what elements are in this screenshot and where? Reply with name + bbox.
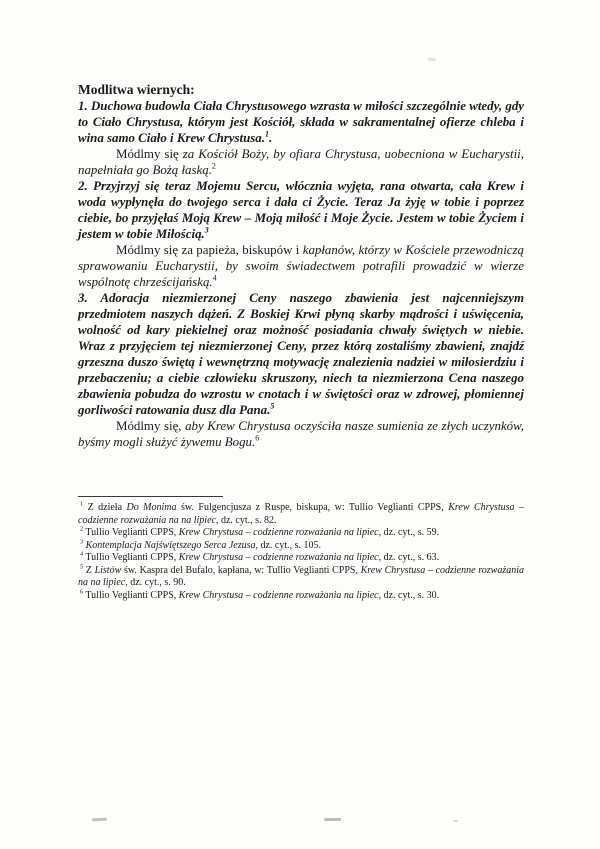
text-segment: dz. cyt., s. 30. xyxy=(381,589,440,601)
text-segment: dz. cyt., s. 63. xyxy=(381,552,440,563)
footnote-marker: 3 xyxy=(204,225,209,235)
text-segment: Krew Chrystusa – codzienne rozważania na lipiec, xyxy=(178,527,382,538)
text-segment: Krew Chrystusa – codzienne rozważania na na lipiec, xyxy=(78,502,524,526)
footnote-separator xyxy=(78,496,223,497)
footnote-3 xyxy=(78,540,524,553)
text-segment: Krew Chrystusa – codzienne rozważania na lipiec, xyxy=(178,552,382,563)
footnote-marker: 5 xyxy=(80,563,84,571)
text-segment: Listów xyxy=(94,564,122,576)
meditation-paragraph-1 xyxy=(78,98,524,146)
meditation-paragraph-2 xyxy=(78,178,524,242)
text-segment: Krew Chrystusa – codzienne rozważania na lipiec, xyxy=(178,589,382,601)
text-segment: aby Krew Chrystusa oczyściła nasze sumienia ze złych uczynków, byśmy mogli służyć żywemu Bogu. xyxy=(78,419,524,449)
text-segment: dz. cyt., s. 59. xyxy=(381,527,440,538)
text-segment: Tullio Veglianti CPPS, xyxy=(83,527,179,538)
text-segment: za Kościół Boży, by ofiara Chrystusa, uobecniona w Eucharystii, napełniała go Bożą łaską. xyxy=(78,147,524,177)
scan-smudge xyxy=(453,820,458,822)
footnote-marker: 5 xyxy=(270,401,275,411)
prayer-response-1 xyxy=(78,146,524,178)
footnote-marker: 3 xyxy=(80,538,84,546)
text-segment: 3. Adoracja niezmierzonej Ceny naszego zbawienia jest najcenniejszym przedmiotem naszych dążeń. Z Boskiej Krwi płyną skarby mądrości i uświęcenia, wolność od kary piekielnej oraz możność posiadania chwały świętych w niebie. Wraz z przyjęciem tej niezmierzonej Ceny, przez którą zostaliśmy zbawieni, znajdź grzeszna duszo świętą i wewnętrzną motywację znalezienia nadziei w miłosierdziu i przebaczeniu; a ciebie człowieku skruszony, niech ta niezmierzona Cena naszego zbawienia pobudza do wzrostu w cnotach i w świętości oraz w zdrowej, płomiennej gorliwości ratowania dusz dla Pana. xyxy=(78,291,524,417)
prayer-response-2 xyxy=(78,242,524,290)
text-segment: dz. cyt., s. 90. xyxy=(127,577,186,588)
text-segment: Krew Chrystusa – codzienne rozważania na na lipiec, xyxy=(78,564,524,588)
footnotes-section xyxy=(78,502,524,602)
text-segment: św. Kaspra del Bufalo, kapłana, w: Tullio Veglianti CPPS, xyxy=(121,564,361,576)
text-segment: Kontemplacja Najświętszego Serca Jezusa, xyxy=(85,539,258,551)
footnote-marker: 2 xyxy=(211,161,216,171)
footnote-1 xyxy=(78,502,524,527)
text-segment: Tullio Veglianti CPPS, xyxy=(83,552,179,563)
text-segment: Módlmy się xyxy=(116,147,183,161)
scan-smudge xyxy=(324,818,341,821)
text-segment: Tullio Veglianti CPPS, xyxy=(83,589,179,601)
text-segment: kapłanów, którzy w Kościele przewodniczą sprawowaniu Eucharystii, by swoim świadectwem potrafili prowadzić w wierze wspólnotę chrześcijańską. xyxy=(78,243,524,289)
text-segment: Módlmy się za papieża, biskupów i xyxy=(116,243,303,257)
footnote-marker: 1 xyxy=(80,500,84,508)
meditation-paragraph-3 xyxy=(78,290,524,418)
text-segment: Módlmy się, xyxy=(116,419,186,433)
footnote-5 xyxy=(78,565,524,590)
footnote-marker: 4 xyxy=(212,273,217,283)
footnote-marker: 2 xyxy=(80,525,84,533)
footnote-marker: 6 xyxy=(255,433,260,443)
footnote-6 xyxy=(78,590,524,603)
footnote-marker: 1 xyxy=(264,129,269,139)
text-segment: Z xyxy=(83,564,95,576)
text-segment: dz. cyt., s. 105. xyxy=(257,539,322,551)
prayer-response-3 xyxy=(78,418,524,450)
text-segment: dz. cyt., s. 82. xyxy=(218,514,277,526)
footnote-marker: 6 xyxy=(80,588,84,596)
text-segment: Do Monima xyxy=(126,502,177,513)
footnote-marker: 4 xyxy=(80,550,84,558)
text-segment: 1. Duchowa budowla Ciała Chrystusowego wzrasta w miłości szczególnie wtedy, gdy to Ciało Chrystusa, którym jest Kościół, składa w sakramentalnej ofierze chleba i wina samo Ciało i Krew Chrystusa. xyxy=(78,99,524,145)
document-title: Modlitwa wiernych: xyxy=(78,82,195,97)
text-segment: Z dzieła xyxy=(83,502,127,513)
footnote-2 xyxy=(78,527,524,540)
footnote-4 xyxy=(78,552,524,565)
text-segment: św. Fulgencjusza z Ruspe, biskupa, w: Tullio Veglianti CPPS, xyxy=(176,502,449,513)
text-segment: . xyxy=(268,131,273,145)
text-segment: 2. Przyjrzyj się teraz Mojemu Sercu, włócznia wyjęta, rana otwarta, cała Krew i woda wypłynęła do twojego serca i dała ci Życie. Teraz Ja żyję w tobie i poprzez ciebie, bo przyjęłaś Moją Krew – Moją miłość i Moje Życie. Jestem w tobie Życiem i jestem w tobie Miłością. xyxy=(78,179,524,241)
scan-smudge xyxy=(92,818,107,822)
page-content xyxy=(78,0,524,602)
